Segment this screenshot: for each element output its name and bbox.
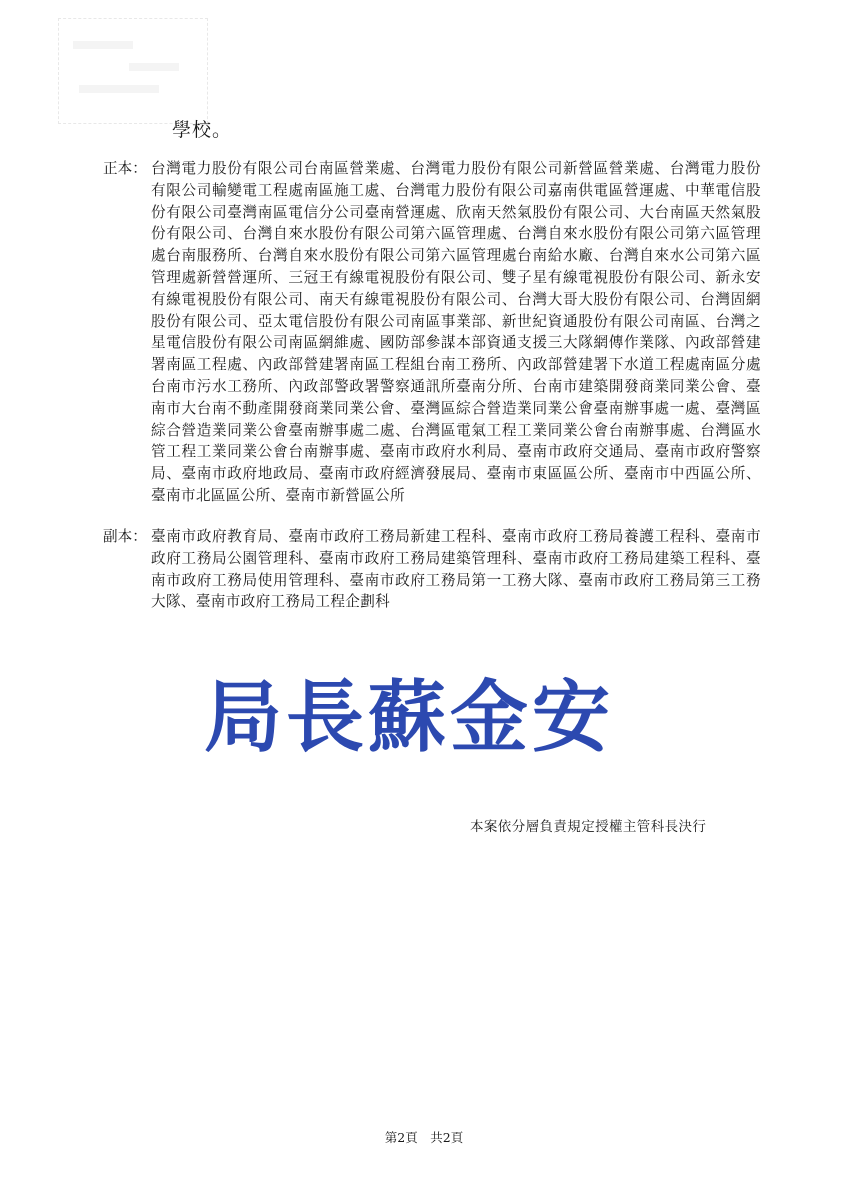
recipients-copy-label: 副本： <box>103 528 147 545</box>
recipients-main-section <box>103 158 763 507</box>
signature-text: 局長蘇金安 <box>204 672 615 763</box>
recipients-copy-list: 臺南市政府教育局、臺南市政府工務局新建工程科、臺南市政府工務局養護工程科、臺南市政府工務局公園管理科、臺南市政府工務局建築管理科、臺南市政府工務局建築工程科、臺南市政府工務局使用管理科、臺南市政府工務局第一工務大隊、臺南市政府工務局第三工務大隊、臺南市政府工務局工程企劃科 <box>151 528 761 611</box>
school-line: 學校。 <box>172 119 233 141</box>
recipients-main-list: 台灣電力股份有限公司台南區營業處、台灣電力股份有限公司新營區營業處、台灣電力股份有限公司輸變電工程處南區施工處、台灣電力股份有限公司嘉南供電區營運處、中華電信股份有限公司臺灣南區電信分公司臺南營運處、欣南天然氣股份有限公司、大台南區天然氣股份有限公司、台灣自來水股份有限公司第六區管理處、台灣自來水股份有限公司第六區管理處台南服務所、台灣自來水股份有限公司第六區管理處台南給水廠、台灣自來水公司第六區管理處新營營運所、三冠王有線電視股份有限公司、雙子星有線電視股份有限公司、新永安有線電視股份有限公司、南天有線電視股份有限公司、台灣大哥大股份有限公司、台灣固網股份有限公司、亞太電信股份有限公司南區事業部、新世紀資通股份有限公司南區、台灣之星電信股份有限公司南區網維處、國防部參謀本部資通支援三大隊網傳作業隊、內政部營建署南區工程處、內政部營建署南區工程組台南工務所、內政部營建署下水道工程處南區分處台南市污水工務所、內政部警政署警察通訊所臺南分所、台南市建築開發商業同業公會、臺南市大台南不動產開發商業同業公會、臺灣區綜合營造業同業公會臺南辦事處一處、臺灣區綜合營造業同業公會臺南辦事處二處、台灣區電氣工程工業同業公會台南辦事處、台灣區水管工程工業同業公會台南辦事處、臺南市政府水利局、臺南市政府交通局、臺南市政府警察局、臺南市政府地政局、臺南市政府經濟發展局、臺南市東區區公所、臺南市中西區公所、臺南市北區區公所、臺南市新營區公所 <box>151 160 761 504</box>
signature-stamp-graphic <box>200 662 620 772</box>
faded-stamp-area <box>58 18 208 124</box>
director-signature-seal <box>200 662 620 772</box>
page-number: 第2頁 共2頁 <box>384 1130 464 1145</box>
delegation-note: 本案依分層負責規定授權主管科長決行 <box>470 819 707 835</box>
recipients-copy-section <box>103 526 763 613</box>
recipients-main-label: 正本： <box>103 160 147 177</box>
